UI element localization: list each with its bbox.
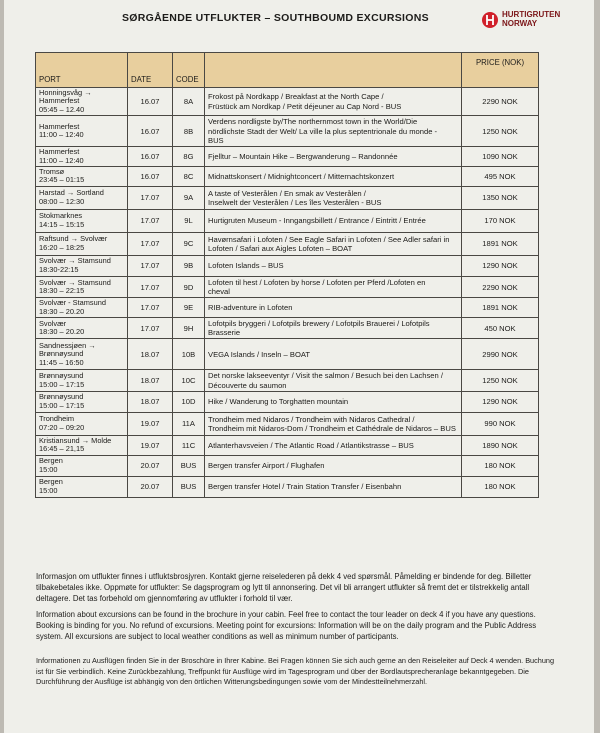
date-cell: 17.07 [128, 209, 173, 232]
port-cell: Svolvær - Stamsund 18:30 – 20.20 [36, 298, 128, 318]
table-row [36, 412, 539, 435]
date-cell: 16.07 [128, 116, 173, 147]
port-cell: Hammerfest 11:00 – 12:40 [36, 116, 128, 147]
table-row [36, 339, 539, 370]
excursions-table [35, 52, 539, 498]
price-cell: 180 NOK [462, 455, 539, 476]
date-cell: 20.07 [128, 476, 173, 497]
date-cell: 18.07 [128, 370, 173, 391]
port-cell: Brønnøysund 15:00 – 17:15 [36, 370, 128, 391]
brand-logo [482, 9, 592, 31]
port-cell: Tromsø 23:45 – 01:15 [36, 167, 128, 187]
port-cell: Svolvær → Stamsund 18:30 – 22:15 [36, 276, 128, 297]
code-cell: 9D [173, 276, 205, 297]
info-german: Informationen zu Ausflügen finden Sie in der Broschüre in Ihrer Kabine. Bei Fragen können Sie sich auch gerne an den Reiseleiter auf Deck 4 wenden. Buchung ist für Sie verbindlich. Keine Zurückbezahlung, Treffpunkt für Ausflüge wird im Tagesprogram und über der Bordlautsprecheranlage bekanntgegeben. Die Durchführung der Ausflüge ist abhängig von den örtlichen Witterungsbedingungen sowie vom der Mindestteilnehmerzahl. [36, 656, 554, 687]
excursion-sheet [4, 0, 594, 733]
table-row [36, 209, 539, 232]
price-cell: 1290 NOK [462, 391, 539, 412]
price-cell: 2290 NOK [462, 88, 539, 116]
port-cell: Raftsund → Svolvær 16:20 – 18:25 [36, 232, 128, 255]
date-cell: 18.07 [128, 339, 173, 370]
code-cell: 9C [173, 232, 205, 255]
description-cell: Atlanterhavsveien / The Atlantic Road / Atlantikstrasse – BUS [205, 435, 462, 455]
column-header-code: CODE [173, 53, 205, 88]
description-cell: Hike / Wanderung to Torghatten mountain [205, 391, 462, 412]
table-row [36, 391, 539, 412]
date-cell: 16.07 [128, 167, 173, 187]
code-cell: 8C [173, 167, 205, 187]
description-cell: Midnattskonsert / Midnightconcert / Mitternachtskonzert [205, 167, 462, 187]
table-row [36, 276, 539, 297]
port-cell: Hammerfest 11:00 – 12:40 [36, 147, 128, 167]
date-cell: 17.07 [128, 318, 173, 339]
port-cell: Trondheim 07:20 – 09:20 [36, 412, 128, 435]
code-cell: 8G [173, 147, 205, 167]
price-cell: 1350 NOK [462, 186, 539, 209]
info-english: Information about excursions can be found in the brochure in your cabin. Feel free to contact the tour leader on deck 4 if you have any questions. Booking is binding for you. No refund of excursions. Meeting point for excursions: Information will be on the daily program and the Public Address system. All excursions are subject to local weather conditions as well as minimum number of participants. [36, 610, 537, 641]
date-cell: 18.07 [128, 391, 173, 412]
price-cell: 2990 NOK [462, 339, 539, 370]
price-cell: 180 NOK [462, 476, 539, 497]
code-cell: 8B [173, 116, 205, 147]
column-header-port: PORT [36, 53, 128, 88]
price-cell: 450 NOK [462, 318, 539, 339]
port-cell: Harstad → Sortland 08:00 – 12:30 [36, 186, 128, 209]
port-cell: Honningsvåg → Hammerfest 05:45 – 12.40 [36, 88, 128, 116]
price-cell: 1250 NOK [462, 116, 539, 147]
code-cell: 9B [173, 255, 205, 276]
table-row [36, 232, 539, 255]
port-cell: Svolvær 18:30 – 20.20 [36, 318, 128, 339]
table-row [36, 370, 539, 391]
description-cell: Hurtigruten Museum - Inngangsbillett / Entrance / Eintritt / Entrée [205, 209, 462, 232]
table-row [36, 318, 539, 339]
description-cell: Bergen transfer Hotel / Train Station Transfer / Eisenbahn [205, 476, 462, 497]
description-cell: Lofotpils bryggeri / Lofotpils brewery / Lofotpils Brauerei / Lofotpils Brasserie [205, 318, 462, 339]
table-row [36, 298, 539, 318]
description-cell: Lofoten til hest / Lofoten by horse / Lofoten per Pferd /Lofoten en cheval [205, 276, 462, 297]
code-cell: 11A [173, 412, 205, 435]
table-row [36, 167, 539, 187]
port-cell: Brønnøysund 15:00 – 17:15 [36, 391, 128, 412]
description-cell: Verdens nordligste by/The northernmost town in the World/Die nördlichste Stadt der Welt/ La ville la plus septentrionale du monde - BUS [205, 116, 462, 147]
description-cell: Fjelltur – Mountain Hike – Bergwanderung – Randonnée [205, 147, 462, 167]
page-title: SØRGÅENDE UTFLUKTER – SOUTHBOUMD EXCURSIONS [122, 12, 429, 24]
hurtigruten-logo-icon [482, 12, 498, 28]
price-cell: 170 NOK [462, 209, 539, 232]
date-cell: 17.07 [128, 276, 173, 297]
port-cell: Svolvær → Stamsund 18:30-22:15 [36, 255, 128, 276]
description-cell: Frokost på Nordkapp / Breakfast at the North Cape / Früstück am Nordkap / Petit déjeuner au Cap Nord - BUS [205, 88, 462, 116]
port-cell: Sandnessjøen → Brønnøysund 11:45 – 16:50 [36, 339, 128, 370]
description-cell: Havørnsafari i Lofoten / See Eagle Safari in Lofoten / See Adler safari in Lofoten / Safari aux Aigles Lofoten – BOAT [205, 232, 462, 255]
code-cell: 9L [173, 209, 205, 232]
table-row [36, 186, 539, 209]
description-cell: A taste of Vesterålen / En smak av Vesterålen / Inselwelt der Vesterålen / Les îles Vesterålen - BUS [205, 186, 462, 209]
code-cell: 10D [173, 391, 205, 412]
price-cell: 1890 NOK [462, 435, 539, 455]
code-cell: 10B [173, 339, 205, 370]
date-cell: 17.07 [128, 255, 173, 276]
date-cell: 17.07 [128, 298, 173, 318]
date-cell: 20.07 [128, 455, 173, 476]
date-cell: 19.07 [128, 435, 173, 455]
table-header-row [36, 53, 539, 88]
code-cell: BUS [173, 455, 205, 476]
column-header-price: PRICE (NOK) [462, 53, 539, 88]
price-cell: 990 NOK [462, 412, 539, 435]
table-row [36, 147, 539, 167]
column-header-date: DATE [128, 53, 173, 88]
code-cell: 8A [173, 88, 205, 116]
table-row [36, 476, 539, 497]
price-cell: 2290 NOK [462, 276, 539, 297]
info-norwegian: Informasjon om utflukter finnes i utfluktsbrosjyren. Kontakt gjerne reiselederen på dekk 4 ved spørsmål. Påmelding er bindende for deg. Billetter tilbakebetales ikke. Oppmøte for utflukter: Se dagsprogram og lytt til annonsering. Det vil bli arrangert utflukter så fremt det er tilstrekkelig antall deltagere. Det tas forbehold om gjennomføring av utflukter i forhold til vær. [36, 572, 532, 603]
column-header-description [205, 53, 462, 88]
description-cell: Bergen transfer Airport / Flughafen [205, 455, 462, 476]
description-cell: Det norske lakseeventyr / Visit the salmon / Besuch bei den Lachsen / Découverte du saumon [205, 370, 462, 391]
price-cell: 1891 NOK [462, 298, 539, 318]
code-cell: 9E [173, 298, 205, 318]
description-cell: RIB-adventure in Lofoten [205, 298, 462, 318]
price-cell: 1090 NOK [462, 147, 539, 167]
port-cell: Kristiansund → Molde 16:45 – 21,15 [36, 435, 128, 455]
table-row [36, 88, 539, 116]
date-cell: 16.07 [128, 147, 173, 167]
description-cell: Trondheim med Nidaros / Trondheim with Nidaros Cathedral / Trondheim mit Nidaros-Dom / Trondheim et Cathédrale de Nidaros – BUS [205, 412, 462, 435]
description-cell: Lofoten Islands – BUS [205, 255, 462, 276]
description-cell: VEGA Islands / Inseln – BOAT [205, 339, 462, 370]
price-cell: 1891 NOK [462, 232, 539, 255]
brand-name: HURTIGRUTEN NORWAY [502, 10, 561, 28]
date-cell: 19.07 [128, 412, 173, 435]
table-row [36, 255, 539, 276]
code-cell: 11C [173, 435, 205, 455]
port-cell: Bergen 15:00 [36, 455, 128, 476]
table-row [36, 435, 539, 455]
price-cell: 495 NOK [462, 167, 539, 187]
table-row [36, 455, 539, 476]
date-cell: 17.07 [128, 186, 173, 209]
price-cell: 1290 NOK [462, 255, 539, 276]
port-cell: Stokmarknes 14:15 – 15:15 [36, 209, 128, 232]
code-cell: 9A [173, 186, 205, 209]
table-row [36, 116, 539, 147]
price-cell: 1250 NOK [462, 370, 539, 391]
code-cell: 9H [173, 318, 205, 339]
date-cell: 16.07 [128, 88, 173, 116]
port-cell: Bergen 15:00 [36, 476, 128, 497]
code-cell: 10C [173, 370, 205, 391]
date-cell: 17.07 [128, 232, 173, 255]
code-cell: BUS [173, 476, 205, 497]
